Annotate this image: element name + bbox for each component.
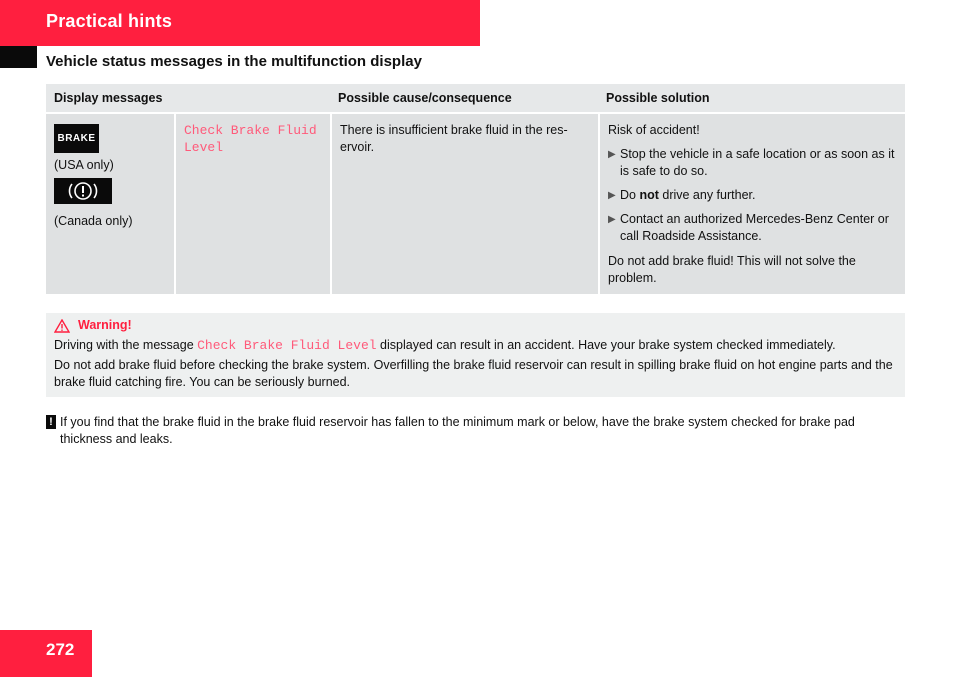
solution-intro: Risk of accident! xyxy=(608,123,700,137)
cell-solution xyxy=(600,114,905,294)
header-title: Practical hints xyxy=(46,11,173,31)
solution-step xyxy=(608,211,897,245)
header-possible-cause: Possible cause/consequence xyxy=(338,91,512,105)
warning-text: displayed can result in an accident. Have your brake system checked immediately. xyxy=(376,338,836,352)
warning-text: Driving with the message xyxy=(54,338,198,352)
usa-only-label: (USA only) xyxy=(54,158,114,172)
brake-circle-warning-icon xyxy=(54,178,112,204)
page-number: 272 xyxy=(46,640,75,659)
solution-step-text: Stop the vehicle in a safe location or as soon as it is safe to do so. xyxy=(620,147,895,178)
arrow-bullet-icon: ▶ xyxy=(608,214,616,225)
canada-only-label: (Canada only) xyxy=(54,214,133,228)
section-title: Vehicle status messages in the multifunction display xyxy=(46,53,422,70)
page-number-box xyxy=(0,630,92,677)
warning-title: Warning! xyxy=(78,318,132,332)
header-display-messages: Display messages xyxy=(54,91,163,105)
solution-step xyxy=(608,146,897,180)
solution-step-text xyxy=(620,187,755,204)
cell-display-icons xyxy=(46,114,174,294)
arrow-bullet-icon: ▶ xyxy=(608,190,616,201)
step-text-bold: not xyxy=(639,188,659,202)
table-row xyxy=(46,114,905,294)
warning-triangle-icon xyxy=(54,319,70,333)
status-table xyxy=(46,84,905,294)
warning-box xyxy=(46,313,905,397)
warning-heading xyxy=(54,317,897,334)
header-tab-marker xyxy=(0,46,37,68)
solution-step xyxy=(608,187,897,204)
step-text-pre: Do xyxy=(620,188,640,202)
cell-message xyxy=(176,114,330,294)
solution-note: Do not add brake fluid! This will not solve the problem. xyxy=(608,254,856,285)
note xyxy=(46,414,905,448)
warning-paragraph-1 xyxy=(54,337,897,354)
note-exclamation-icon: ! xyxy=(46,415,56,429)
warning-paragraph-2: Do not add brake fluid before checking the brake system. Overfilling the brake fluid reservoir can result in spilling brake fluid on hot engine parts and the brake fluid catching fire. You can be seriously burned. xyxy=(54,358,893,389)
note-text: If you find that the brake fluid in the brake fluid reservoir has fallen to the minimum mark or below, have the brake system checked for brake pad thickness and leaks. xyxy=(60,415,855,446)
header-bar xyxy=(0,0,480,46)
cell-cause: There is insufficient brake fluid in the res-ervoir. xyxy=(332,114,598,294)
table-header xyxy=(46,84,905,112)
header-possible-solution: Possible solution xyxy=(606,91,710,105)
brake-warning-icon: BRAKE xyxy=(54,124,99,153)
step-text-post: drive any further. xyxy=(658,188,756,202)
solution-step-text: Contact an authorized Mercedes-Benz Center or call Roadside Assistance. xyxy=(620,212,889,243)
arrow-bullet-icon: ▶ xyxy=(608,149,616,160)
warning-message-code: Check Brake Fluid Level xyxy=(197,338,377,353)
message-text-line2: Level xyxy=(184,140,224,155)
message-text-line1: Check Brake Fluid xyxy=(184,123,317,138)
